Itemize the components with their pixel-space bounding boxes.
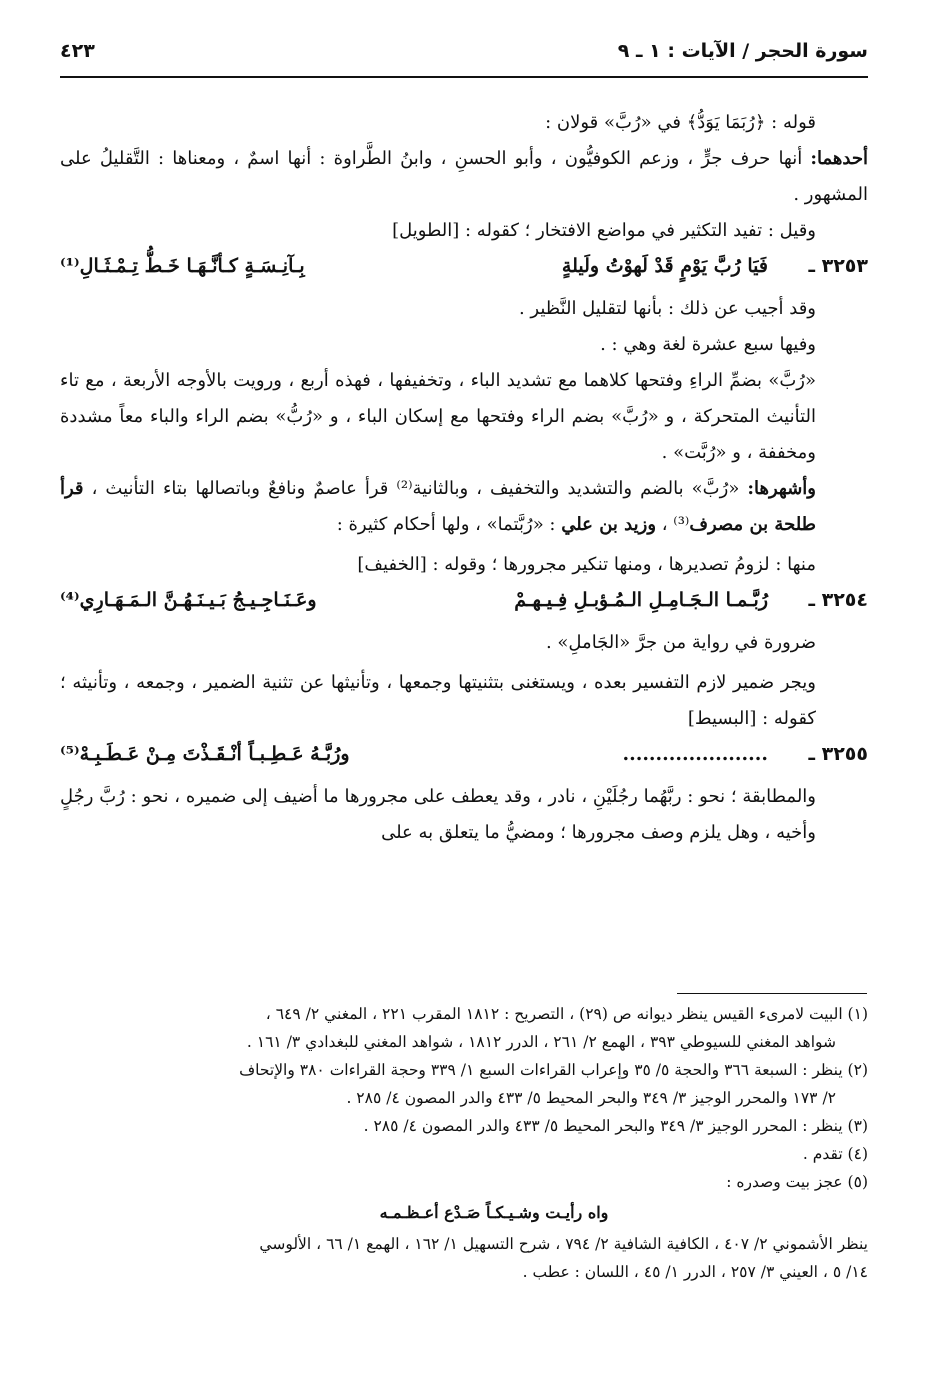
page-number: ٤٢٣	[60, 40, 95, 62]
verse-number: ٣٢٥٣ ـ	[808, 255, 868, 277]
running-header	[60, 40, 868, 74]
header-rule	[60, 76, 868, 78]
footnote-1-continued: شواهد المغني للسيوطي ٣٩٣ ، الهمع ٢/ ٢٦١ ، الدرر ١٨١٢ ، شواهد المغني للبغدادي ٣/ ١٦١ .	[246, 1033, 836, 1051]
verse-number: ٣٢٥٥ ـ	[808, 743, 868, 765]
paragraph-text: أنها حرف جرٍّ ، وزعم الكوفيُّون ، وأبو الحسنِ ، وابنُ الطَّراوة : أنها اسمٌ ، ومعناها : التَّقليلُ على المشهور .	[60, 148, 868, 205]
verse-first-hemistich: رُبَّـمـا الـجَـامِـلِ الـمُـؤبـلِ فِـيـهـمْ	[514, 589, 768, 611]
paragraph-text: ⁽³⁾ ،	[656, 514, 690, 535]
footnote-5: (٥) عجز بيت وصدره :	[726, 1173, 868, 1191]
paragraph: «رُبَّ» بضمِّ الراءِ وفتحها كلاهما مع تشديد الباء ، وتخفيفها ، فهذه أربع ، ورويت بالأوجه الأربعة ، مع تاء التأنيث المتحركة ، و «رُبَّ» بضم الراء وفتحها مع إسكان الباء ، و «رُبُّ» بضم الراء والباء معاً مشددة ومخففة ، و «رُبَّت» .	[60, 370, 816, 463]
footnote-3: (٣) ينظر : المحرر الوجيز ٣/ ٣٤٩ والبحر المحيط ٥/ ٤٣٣ والدر المصون ٤/ ٢٨٥ .	[363, 1117, 868, 1135]
paragraph-heading: أحدهما:	[810, 148, 868, 169]
paragraph: منها : لزومُ تصديرها ، ومنها تنكير مجرورها ؛ وقوله : [الخفيف]	[357, 554, 816, 575]
verse-number: ٣٢٥٤ ـ	[808, 589, 868, 611]
paragraph: والمطابقة ؛ نحو : ربَّهُما رجُلَيْنِ ، نادر ، وقد يعطف على مجرورها ما أضيف إلى ضميره ، نحو : رُبَّ رجُلٍ وأخيه ، وهل يلزم وصف مجرورها ؛ ومضيُّ ما يتعلق به على	[60, 786, 816, 843]
main-text	[60, 105, 868, 851]
footnote-5-continued: ١٤/ ٥ ، العيني ٣/ ٢٥٧ ، الدرر ١/ ٤٥ ، اللسان : عطب .	[522, 1263, 868, 1281]
verse-second-hemistich: ورُبَّـهُ عَـطِـبـاً أنْـقَـذْتَ مِـنْ عَـطَـبِـهْ⁽⁵⁾	[60, 743, 350, 765]
paragraph	[60, 471, 868, 543]
paragraph-heading: وأشهرها:	[747, 478, 816, 499]
paragraph: ضرورة في رواية من جرَّ «الجَاملِ» .	[545, 632, 816, 653]
paragraph-text: «رُبَّ» بالضم والتشديد والتخفيف ، وبالثانية⁽²⁾ قرأ عاصمٌ ونافعٌ وباتصالها بتاء التأنيث ،	[83, 478, 748, 499]
footnote-4: (٤) تقدم .	[802, 1145, 868, 1163]
reader-name: قرأ طلحة بن مصرف	[60, 478, 816, 535]
footnote-2: (٢) ينظر : السبعة ٣٦٦ والحجة ٥/ ٣٥ وإعراب القراءات السبع ١/ ٣٣٩ وحجة القراءات ٣٨٠ والإتحاف	[239, 1061, 868, 1079]
footnote-2-continued: ٢/ ١٧٣ والمحرر الوجيز ٣/ ٣٤٩ والبحر المحيط ٥/ ٤٣٣ والدر المصون ٤/ ٢٨٥ .	[346, 1089, 836, 1107]
footnotes	[60, 1000, 868, 1286]
paragraph-text: : «رُبَّتما» ، ولها أحكام كثيرة :	[336, 514, 562, 535]
reader-name: وزيد بن علي	[561, 514, 657, 535]
footnote-1: (١) البيت لامرىء القيس ينظر ديوانه ص (٢٩) ، التصريح : ١٨١٢ المقرب ٢٢١ ، المغني ٢/ ٦٤٩ ،	[265, 1005, 868, 1023]
verse-second-hemistich: وعَـنَـاجِـيـجُ بَـيـنَـهُـنَّ الـمَـهَـارِي⁽⁴⁾	[60, 589, 317, 611]
poetry-verse	[60, 583, 868, 625]
footnote-5-continued: ينظر الأشموني ٢/ ٤٠٧ ، الكافية الشافية ٢/ ٧٩٤ ، شرح التسهيل ١/ ١٦٢ ، الهمع ١/ ٦٦ ، الألوسي	[259, 1235, 868, 1253]
verse-first-hemistich: فَيَا رُبَّ يَوْمٍ قَدْ لَهوْتُ ولَيلةٍ	[561, 255, 768, 277]
paragraph	[60, 141, 868, 213]
paragraph: قوله : ﴿رُبَمَا يَوَدُّ﴾ في «رُبَّ» قولان :	[545, 112, 816, 133]
paragraph: وقد أجيب عن ذلك : بأنها لتقليل النَّظير .	[518, 298, 816, 319]
poetry-verse	[60, 737, 868, 779]
header-title: سورة الحجر / الآيات : ١ ـ ٩	[617, 40, 868, 62]
paragraph: وفيها سبع عشرة لغة وهي : .	[600, 334, 816, 355]
poetry-verse	[60, 249, 868, 291]
footnote-5-verse: واه رأيـت وشـيـكـاً صَـدْع أعـظـمـه	[379, 1203, 609, 1222]
verse-second-hemistich: بِـآنِـسَـةٍ كـأنَّـهَـا خَـطُّ تِـمْـثَـالِ⁽¹⁾	[60, 255, 305, 277]
paragraph: ويجر ضمير لازم التفسير بعده ، ويستغنى بتثنيتها وجمعها ، وتأنيثها عن تثنية الضمير ، وجمعه ، وتأنيثه ؛ كقوله : [البسيط]	[60, 672, 816, 729]
paragraph: وقيل : تفيد التكثير في مواضع الافتخار ؛ كقوله : [الطويل]	[392, 220, 816, 241]
footnote-rule	[677, 993, 867, 994]
verse-elided-hemistich: ......................	[622, 743, 768, 765]
